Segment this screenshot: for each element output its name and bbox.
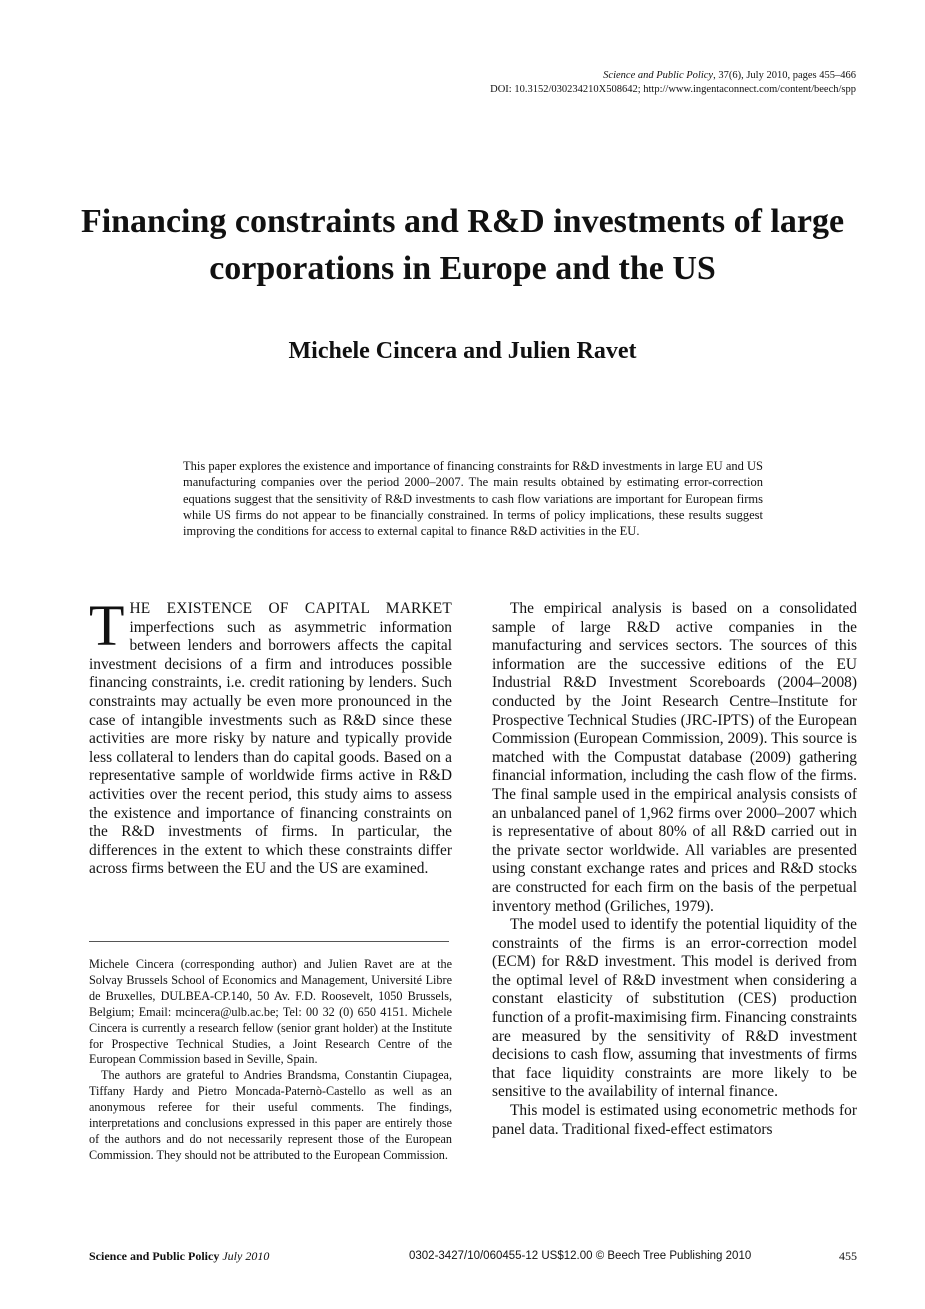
footer-issn: 0302-3427/10/060455-12 US$12.00 © Beech Tree Publishing 2010 [409, 1250, 752, 1262]
doi-line: DOI: 10.3152/030234210X508642; http://www.ingentaconnect.com/content/beech/spp [490, 84, 856, 95]
footer-journal [89, 1249, 269, 1263]
footnotes [89, 957, 452, 1164]
journal-citation [490, 69, 856, 83]
running-header [490, 69, 856, 97]
footnote-affiliation: Michele Cincera (corresponding author) and Julien Ravet are at the Solvay Brussels School of Economics and Management, Université Libre de Bruxelles, DULBEA-CP.140, 50 Av. F.D. Roosevelt, 1050 Brussels, Belgium; Email: mcincera@ulb.ac.be; Tel: 00 32 (0) 650 4151. Michele Cincera is currently a research fellow (senior grant holder) at the Institute for Prospective Technical Studies, a Joint Research Centre of the European Commission based in Seville, Spain. [89, 957, 452, 1067]
citation-details: , 37(6), July 2010, pages 455–466 [713, 70, 856, 81]
footer-journal-name: Science and Public Policy [89, 1249, 220, 1263]
footnote-divider [89, 941, 449, 942]
body-paragraph: This model is estimated using econometric methods for panel data. Traditional fixed-effect estimators [492, 1102, 857, 1138]
body-paragraph: The empirical analysis is based on a consolidated sample of large R&D active companies in the manufacturing and services sectors. The sources of this information are the successive editions of the EU Industrial R&D Investment Scoreboards (2004–2008) conducted by the Joint Research Centre–Institute for Prospective Technical Studies (JRC-IPTS) of the European Commission (European Commission, 2009). This source is matched with the Compustat database (2009) gathering financial information, including the cash flow of the firms. The final sample used in the empirical analysis consists of an unbalanced panel of 1,962 firms over 2000–2007 which is representative of about 80% of all R&D carried out in the private sector worldwide. All variables are presented using constant exchange rates and prices and R&D stocks are constructed for each firm on the basis of the perpetual inventory method (Griliches, 1979). [492, 600, 857, 915]
footer-issue-date: July 2010 [222, 1249, 270, 1263]
abstract: This paper explores the existence and importance of financing constraints for R&D investments in large EU and US manufacturing companies over the period 2000–2007. The main results obtained by estimating error-correction equations suggest that the sensitivity of R&D investments to cash flow variations are important for European firms while US firms do not appear to be financially constrained. In terms of policy implications, these results suggest improving the conditions for access to external capital to finance R&D activities in the EU. [183, 459, 763, 539]
body-paragraph: The model used to identify the potential liquidity of the constraints of the firms is an error-correction model (ECM) for R&D investment. This model is derived from the optimal level of R&D investment when considering a constant elasticity of substitution (CES) production function of a profit-maximising firm. Financing constraints are measured by the sensitivity of R&D investment decisions to cash flow, assuming that investments of firms that face liquidity constraints are more likely to be sensitive to the availability of internal finance. [492, 916, 857, 1101]
journal-name: Science and Public Policy [603, 70, 714, 81]
intro-body: imperfections such as asymmetric information between lenders and borrowers affects the capital investment decisions of a firm and introduces possible financing constraints, i.e. credit rationing by lenders. Such constraints may actually be even more pronounced in the case of intangible investments such as R&D since these activities are more risky by nature and typically provide less collateral to lenders than do capital goods. Based on a representative sample of worldwide firms active in R&D activities over the recent period, this study aims to assess the existence and importance of financing constraints on the R&D investments of firms. In particular, the differences in the extent to which these constraints differ across firms between the EU and the US are examined. [89, 618, 452, 878]
article-title: Financing constraints and R&D investments of large corporations in Europe and the US [80, 203, 845, 287]
intro-paragraph [89, 593, 452, 879]
left-column [89, 593, 452, 879]
page-number: 455 [839, 1249, 857, 1263]
article-authors: Michele Cincera and Julien Ravet [288, 338, 637, 364]
footnote-acknowledgements: The authors are grateful to Andries Brandsma, Constantin Ciupagea, Tiffany Hardy and Pietro Moncada-Paternò-Castello as well as an anonymous referee for their useful comments. The findings, interpretations and conclusions expressed in this paper are entirely those of the authors and do not necessarily represent those of the European Commission. They should not be attributed to the European Commission. [89, 1068, 452, 1162]
drop-cap: T [89, 593, 125, 658]
intro-lead: HE EXISTENCE OF CAPITAL MARKET [129, 600, 452, 617]
right-column [492, 600, 857, 1139]
